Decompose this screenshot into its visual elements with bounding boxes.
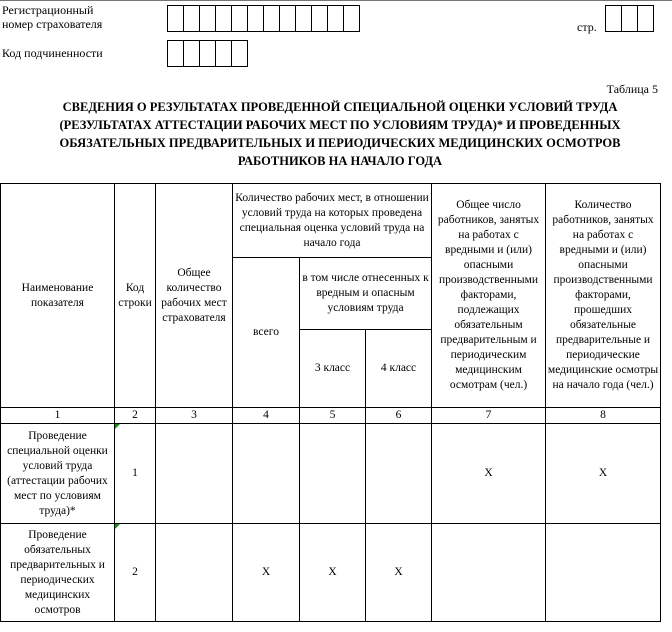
col-number: 2 [115,408,156,424]
table-number: Таблица 5 [606,82,658,96]
page-label: стр. [577,20,597,34]
row-code-value: 2 [132,566,138,578]
cell-c8[interactable] [546,524,661,622]
page-number-boxes[interactable] [605,5,653,32]
table-row [1,424,661,524]
cell-c4[interactable] [233,424,300,524]
header-employees-passed: Количество работников, занятых на работах с вредными и (или) опасными производственными факторами, прошедших обязательные предварительные и периодические медицинские осмотры на начало года (чел.) [546,184,661,408]
reg-number-label-line2: номер страхователя [2,17,103,31]
cell-c7: X [432,424,546,524]
title-line-1: СВЕДЕНИЯ О РЕЗУЛЬТАТАХ ПРОВЕДЕННОЙ СПЕЦИАЛЬНОЙ ОЦЕНКИ УСЛОВИЙ ТРУДА [62,100,618,114]
row-code [115,424,156,524]
header-total: всего [233,258,300,408]
title-line-3: ОБЯЗАТЕЛЬНЫХ ПРЕДВАРИТЕЛЬНЫХ И ПЕРИОДИЧЕСКИХ МЕДИЦИНСКИХ ОСМОТРОВ [59,136,621,150]
subordination-label: Код подчиненности [2,46,103,60]
table-row [1,524,661,622]
col-number: 8 [546,408,661,424]
reg-number-boxes[interactable] [167,5,359,32]
cell-c7[interactable] [432,524,546,622]
header-harmful: в том числе отнесенных к вредным и опасным условиям труда [300,258,432,330]
cell-c5: X [300,524,366,622]
col-number: 7 [432,408,546,424]
col-number: 3 [156,408,233,424]
row-code-value: 1 [132,467,138,479]
col-number: 5 [300,408,366,424]
page-title [20,98,660,170]
header-employees-subject: Общее число работников, занятых на работах с вредными и (или) опасными производственными факторами, подлежащих обязательным предварительным и периодическим медицинским осмотрам (чел.) [432,184,546,408]
header-assessed-workplaces: Количество рабочих мест, в отношении условий труда на которых проведена специальная оценка условий труда на начало года [233,184,432,258]
top-border [0,0,672,1]
cell-c3[interactable] [156,524,233,622]
col-number: 1 [1,408,115,424]
cell-marker [115,424,120,429]
header-code: Код строки [115,184,156,408]
col-number: 6 [366,408,432,424]
data-table [0,183,661,622]
row-name: Проведение специальной оценки условий труда (аттестации рабочих мест по условиям труда)* [1,424,115,524]
row-name: Проведение обязательных предварительных и периодических медицинских осмотров [1,524,115,622]
title-line-4: РАБОТНИКОВ НА НАЧАЛО ГОДА [237,154,443,168]
cell-marker [115,524,120,529]
header-class-4: 4 класс [366,330,432,408]
cell-c6: X [366,524,432,622]
subordination-boxes[interactable] [167,40,247,67]
header-class-3: 3 класс [300,330,366,408]
header-total-workplaces: Общее количество рабочих мест страхователя [156,184,233,408]
row-code [115,524,156,622]
cell-c5[interactable] [300,424,366,524]
cell-c6[interactable] [366,424,432,524]
cell-c3[interactable] [156,424,233,524]
header-name: Наименование показателя [1,184,115,408]
col-number: 4 [233,408,300,424]
cell-c8: X [546,424,661,524]
column-numbers-row [1,408,661,424]
cell-c4: X [233,524,300,622]
reg-number-label [2,3,102,31]
reg-number-label-line1: Регистрационный [2,3,94,17]
title-line-2: (РЕЗУЛЬТАТАХ АТТЕСТАЦИИ РАБОЧИХ МЕСТ ПО УСЛОВИЯМ ТРУДА)* И ПРОВЕДЕННЫХ [59,118,621,132]
